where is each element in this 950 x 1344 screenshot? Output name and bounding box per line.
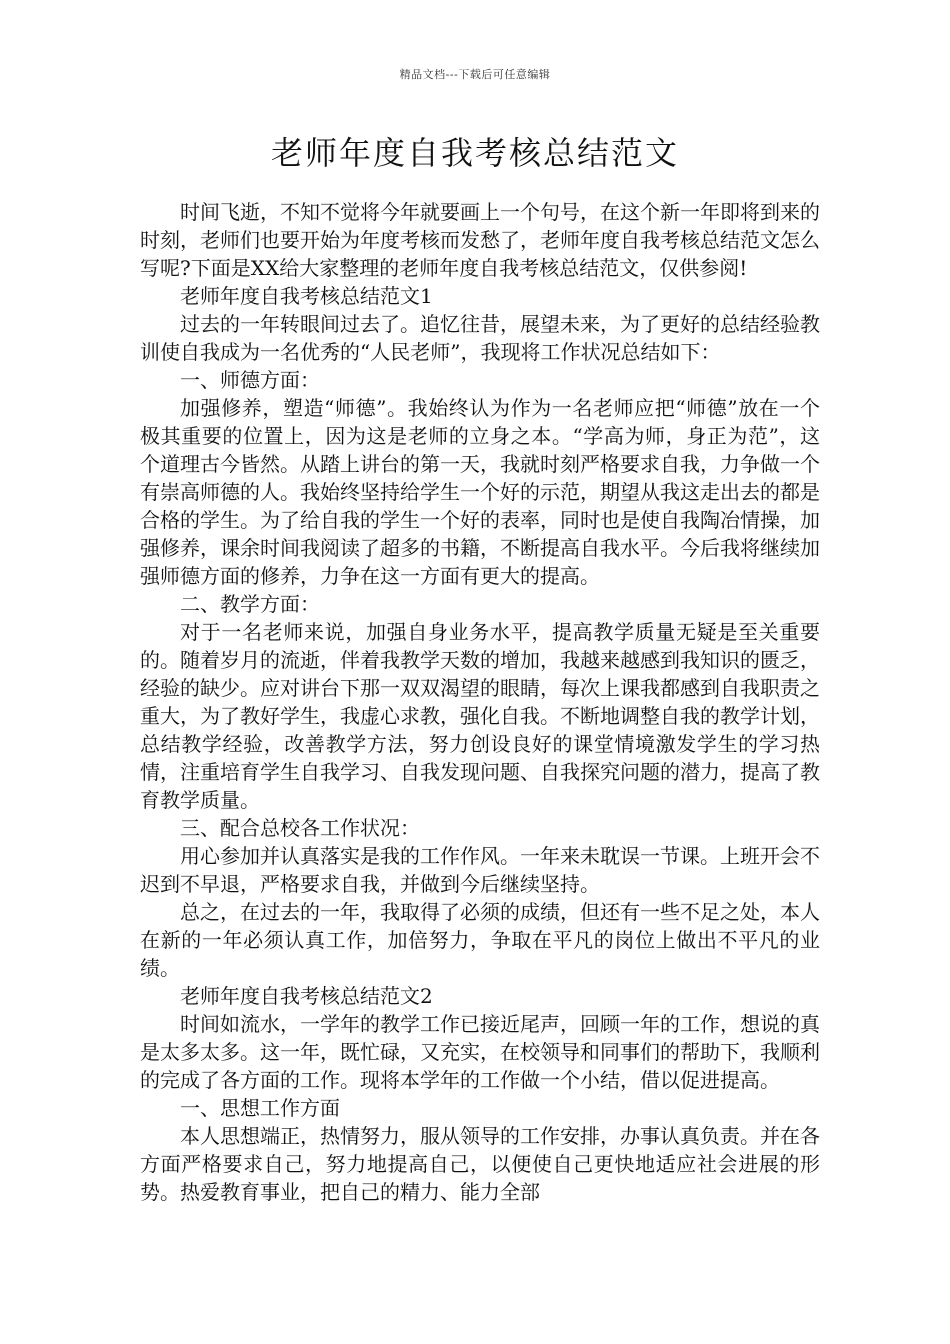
paragraph: 加强修养，塑造“师德”。我始终认为作为一名老师应把“师德”放在一个极其重要的位置上，因为这是老师的立身之本。“学高为师，身正为范”，这个道理古今皆然。从踏上讲台的第一天，我就时刻严格要求自我，力争做一个有崇高师德的人。我始终坚持给学生一个好的示范，期望从我这走出去的都是合格的学生。为了给自我的学生一个好的表率，同时也是使自我陶冶情操，加强修养，课余时间我阅读了超多的书籍，不断提高自我水平。今后我将继续加强师德方面的修养，力争在这一方面有更大的提高。: [140, 396, 820, 588]
paragraph: 本人思想端正，热情努力，服从领导的工作安排，办事认真负责。并在各方面严格要求自己，努力地提高自己，以便使自己更快地适应社会进展的形势。热爱教育事业，把自己的精力、能力全部: [140, 1124, 820, 1204]
section-heading-essay-2: 老师年度自我考核总结范文2: [180, 984, 433, 1008]
paragraph: 过去的一年转眼间过去了。追忆往昔，展望未来，为了更好的总结经验教训使自我成为一名优秀的“人民老师”，我现将工作状况总结如下：: [140, 312, 820, 364]
paragraph-intro: 时间飞逝，不知不觉将今年就要画上一个句号，在这个新一年即将到来的时刻，老师们也要开始为年度考核而发愁了，老师年度自我考核总结范文怎么写呢?下面是XX给大家整理的老师年度自我考核总结范文，仅供参阅!: [140, 200, 820, 280]
subheading-ethics: 一、师德方面：: [180, 368, 320, 392]
paragraph: 总之，在过去的一年，我取得了必须的成绩，但还有一些不足之处，本人在新的一年必须认真工作，加倍努力，争取在平凡的岗位上做出不平凡的业绩。: [140, 900, 820, 980]
subheading-teaching: 二、教学方面：: [180, 592, 320, 616]
section-heading-essay-1: 老师年度自我考核总结范文1: [180, 284, 433, 308]
paragraph: 用心参加并认真落实是我的工作作风。一年来未耽误一节课。上班开会不迟到不早退，严格要求自我，并做到今后继续坚持。: [140, 844, 820, 896]
document-body: [140, 198, 820, 1206]
subheading-ideology: 一、思想工作方面: [180, 1096, 340, 1120]
subheading-cooperation: 三、配合总校各工作状况：: [180, 816, 420, 840]
document-title: 老师年度自我考核总结范文: [270, 134, 679, 172]
paragraph: 时间如流水，一学年的教学工作已接近尾声，回顾一年的工作，想说的真是太多太多。这一年，既忙碌，又充实，在校领导和同事们的帮助下，我顺利的完成了各方面的工作。现将本学年的工作做一个小结，借以促进提高。: [140, 1012, 820, 1092]
paragraph: 对于一名老师来说，加强自身业务水平，提高教学质量无疑是至关重要的。随着岁月的流逝，伴着我教学天数的增加，我越来越感到我知识的匮乏，经验的缺少。应对讲台下那一双双渴望的眼睛，每次上课我都感到自我职责之重大，为了教好学生，我虚心求教，强化自我。不断地调整自我的教学计划，总结教学经验，改善教学方法，努力创设良好的课堂情境激发学生的学习热情，注重培育学生自我学习、自我发现问题、自我探究问题的潜力，提高了教育教学质量。: [140, 620, 820, 812]
header-note: 精品文档---下载后可任意编辑: [399, 68, 551, 81]
